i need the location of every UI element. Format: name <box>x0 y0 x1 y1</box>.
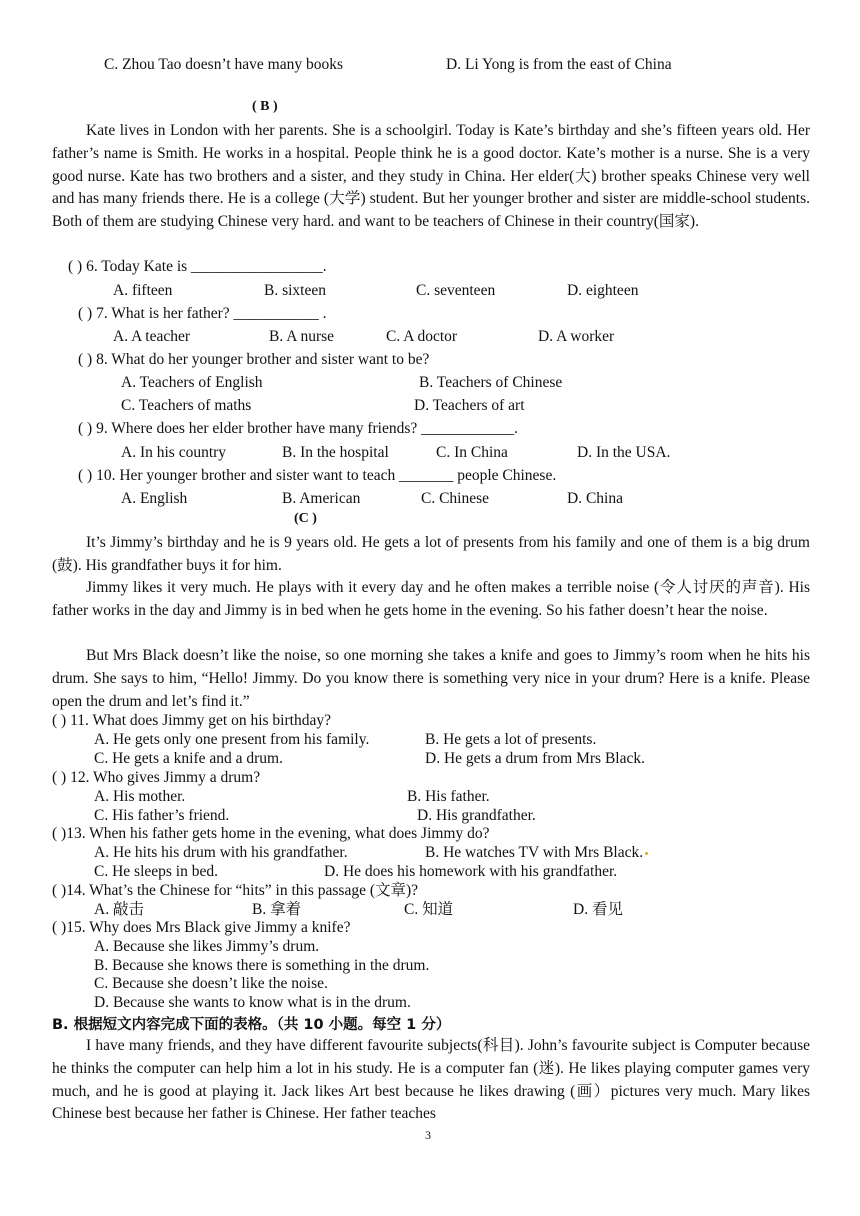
q11-option-c: C. He gets a knife and a drum. <box>94 750 283 767</box>
q12-option-c: C. His father’s friend. <box>94 807 230 824</box>
passage-c-p2-text: Jimmy likes it very much. He plays with it every day and he often makes a terrible noise (令人讨厌的声音). His father works in the day and Jimmy is in bed when he gets home in the evening. So his father doesn’t hear the noise. <box>52 579 810 619</box>
q15-option-d: D. Because she wants to know what is in the drum. <box>94 994 411 1011</box>
q11-option-d: D. He gets a drum from Mrs Black. <box>425 750 645 767</box>
question-9-stem: ( ) 9. Where does her elder brother have many friends? ____________. <box>78 420 519 437</box>
q6-option-a: A. fifteen <box>113 282 173 299</box>
section-b-passage-text: I have many friends, and they have different favourite subjects(科目). John’s favourite subject is Computer because he thinks the computer can help him a lot in his study. He is a computer fan (迷). He likes playing computer games very much, and he is good at playing it. Jack likes Art best because he likes drawing (画）pictures very much. Mary likes Chinese best because her father is Chinese. Her father teaches <box>52 1037 810 1123</box>
prev-option-c: C. Zhou Tao doesn’t have many books <box>104 56 343 73</box>
question-14-stem: ( )14. What’s the Chinese for “hits” in this passage (文章)? <box>52 882 419 899</box>
q15-option-a: A. Because she likes Jimmy’s drum. <box>94 938 320 955</box>
q13-option-c: C. He sleeps in bed. <box>94 863 218 880</box>
q13-option-a: A. He hits his drum with his grandfather. <box>94 844 348 861</box>
q7-option-a: A. A teacher <box>113 328 191 345</box>
question-8-stem: ( ) 8. What do her younger brother and sister want to be? <box>78 351 430 368</box>
q13-option-b <box>425 843 648 862</box>
passage-c-p3-text: But Mrs Black doesn’t like the noise, so one morning she takes a knife and goes to Jimmy’s room when he hits his drum. She says to him, “Hello! Jimmy. Do you know there is something very nice in your drum? Here is a knife. Please open the drum and let’s find it.” <box>52 647 810 710</box>
q8-option-c: C. Teachers of maths <box>121 397 252 414</box>
passage-c-p1-text: It’s Jimmy’s birthday and he is 9 years old. He gets a lot of presents from his family and one of them is a big drum (鼓). His grandfather buys it for him. <box>52 534 810 574</box>
question-10-stem: ( ) 10. Her younger brother and sister want to teach _______ people Chinese. <box>78 467 557 484</box>
q11-option-a: A. He gets only one present from his family. <box>94 731 370 748</box>
q9-option-a: A. In his country <box>121 444 227 461</box>
q6-option-b: B. sixteen <box>264 282 326 299</box>
section-b-heading: B. 根据短文内容完成下面的表格。（共 10 小题。每空 1 分） <box>52 1017 451 1033</box>
passage-b-body: Kate lives in London with her parents. She is a schoolgirl. Today is Kate’s birthday and she’s fifteen years old. Her father’s name is Smith. He works in a hospital. People think he is a good doctor. Kate’s mother is a nurse. She is a very good nurse. Kate has two brothers and a sister, and they study in China. Her elder(大) brother speaks Chinese very well and has many friends there. He is a college (大学) student. But her younger brother and sister are middle-school students. Both of them are studying Chinese very hard. and want to be teachers of Chinese in their country(国家). <box>52 122 810 231</box>
passage-c-para-2 <box>52 577 810 623</box>
q8-option-b: B. Teachers of Chinese <box>419 374 563 391</box>
passage-b-text <box>52 120 810 234</box>
q11-option-b: B. He gets a lot of presents. <box>425 731 597 748</box>
q9-option-c: C. In China <box>436 444 508 461</box>
q12-option-a: A. His mother. <box>94 788 186 805</box>
q9-option-d: D. In the USA. <box>577 444 671 461</box>
q7-option-b: B. A nurse <box>269 328 335 345</box>
question-13-stem: ( )13. When his father gets home in the evening, what does Jimmy do? <box>52 825 490 842</box>
q15-option-b: B. Because she knows there is something in the drum. <box>94 957 430 974</box>
q12-option-d: D. His grandfather. <box>417 807 536 824</box>
q8-option-a: A. Teachers of English <box>121 374 263 391</box>
question-7-stem: ( ) 7. What is her father? ___________ . <box>78 305 327 322</box>
q14-option-b: B. 拿着 <box>252 901 302 918</box>
section-b-passage <box>52 1035 810 1126</box>
passage-c-para-3 <box>52 645 810 713</box>
question-15-stem: ( )15. Why does Mrs Black give Jimmy a knife? <box>52 919 351 936</box>
q14-option-c: C. 知道 <box>404 901 454 918</box>
q10-option-b: B. American <box>282 490 361 507</box>
passage-c-heading: (C ) <box>294 511 317 526</box>
q7-option-c: C. A doctor <box>386 328 458 345</box>
q14-option-d: D. 看见 <box>573 901 623 918</box>
passage-b-heading: ( B ) <box>252 99 278 114</box>
q8-option-d: D. Teachers of art <box>414 397 525 414</box>
q14-option-a: A. 敲击 <box>94 901 144 918</box>
question-12-stem: ( ) 12. Who gives Jimmy a drum? <box>52 769 261 786</box>
q13-option-d: D. He does his homework with his grandfather. <box>324 863 618 880</box>
q10-option-d: D. China <box>567 490 623 507</box>
q7-option-d: D. A worker <box>538 328 615 345</box>
q6-option-d: D. eighteen <box>567 282 639 299</box>
prev-option-d: D. Li Yong is from the east of China <box>446 56 672 73</box>
question-11-stem: ( ) 11. What does Jimmy get on his birthday? <box>52 712 331 729</box>
q12-option-b: B. His father. <box>407 788 490 805</box>
q6-option-c: C. seventeen <box>416 282 496 299</box>
q15-option-c: C. Because she doesn’t like the noise. <box>94 975 328 992</box>
passage-c-para-1 <box>52 532 810 578</box>
q10-option-c: C. Chinese <box>421 490 490 507</box>
question-6-stem: ( ) 6. Today Kate is _________________. <box>68 258 327 275</box>
q13-option-b-text: B. He watches TV with Mrs Black. <box>425 844 644 861</box>
q9-option-b: B. In the hospital <box>282 444 389 461</box>
mark-dot <box>645 852 648 855</box>
page-number: 3 <box>425 1128 431 1142</box>
q10-option-a: A. English <box>121 490 188 507</box>
